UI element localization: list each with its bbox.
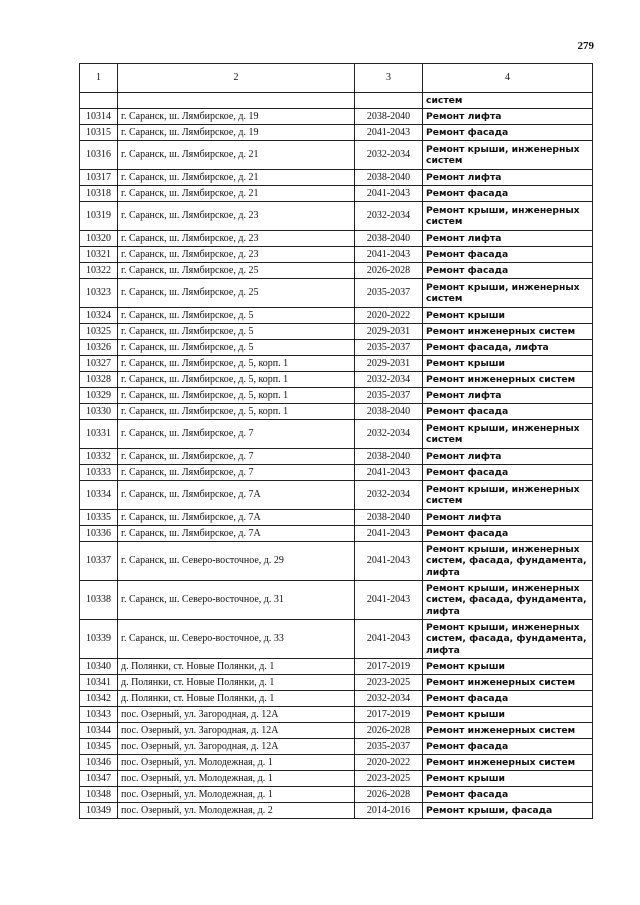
- table-row: [80, 324, 593, 340]
- address-cell: г. Саранск, ш. Лямбирское, д. 5, корп. 1: [118, 404, 355, 420]
- work-type-cell: Ремонт инженерных систем: [423, 372, 593, 388]
- work-type-cell: Ремонт крыши, инженерных систем: [423, 202, 593, 231]
- period-cell: 2017-2019: [355, 659, 423, 675]
- address-cell: г. Саранск, ш. Лямбирское, д. 5, корп. 1: [118, 356, 355, 372]
- period-cell: 2020-2022: [355, 308, 423, 324]
- address-cell: г. Саранск, ш. Лямбирское, д. 5: [118, 340, 355, 356]
- address-cell: пос. Озерный, ул. Молодежная, д. 1: [118, 771, 355, 787]
- period-cell: 2035-2037: [355, 279, 423, 308]
- work-type-cell: Ремонт лифта: [423, 388, 593, 404]
- row-number-cell: 10329: [80, 388, 118, 404]
- period-cell: 2026-2028: [355, 263, 423, 279]
- row-number-cell: 10320: [80, 231, 118, 247]
- address-cell: г. Саранск, ш. Лямбирское, д. 25: [118, 279, 355, 308]
- table-row: [80, 125, 593, 141]
- work-type-cell: Ремонт крыши, инженерных систем, фасада, фундамента, лифта: [423, 620, 593, 659]
- row-number-cell: 10337: [80, 542, 118, 581]
- address-cell: г. Саранск, ш. Лямбирское, д. 23: [118, 247, 355, 263]
- table-row: [80, 723, 593, 739]
- work-type-cell: Ремонт фасада: [423, 404, 593, 420]
- period-cell: 2023-2025: [355, 675, 423, 691]
- work-type-cell: Ремонт фасада: [423, 263, 593, 279]
- address-cell: пос. Озерный, ул. Загородная, д. 12А: [118, 739, 355, 755]
- row-number-cell: 10327: [80, 356, 118, 372]
- period-cell: 2038-2040: [355, 109, 423, 125]
- table-row: [80, 247, 593, 263]
- table-row: [80, 803, 593, 819]
- row-number-cell: 10330: [80, 404, 118, 420]
- row-number-cell: 10326: [80, 340, 118, 356]
- table-row: [80, 109, 593, 125]
- period-cell: 2029-2031: [355, 356, 423, 372]
- work-type-cell: Ремонт крыши: [423, 308, 593, 324]
- table-row: [80, 755, 593, 771]
- row-number-cell: 10348: [80, 787, 118, 803]
- work-type-cell: Ремонт фасада: [423, 186, 593, 202]
- table-row: [80, 465, 593, 481]
- period-cell: 2035-2037: [355, 340, 423, 356]
- table-row: [80, 231, 593, 247]
- row-number-cell: 10328: [80, 372, 118, 388]
- period-cell: 2041-2043: [355, 125, 423, 141]
- period-cell: 2023-2025: [355, 771, 423, 787]
- period-cell: 2014-2016: [355, 803, 423, 819]
- period-cell: 2032-2034: [355, 481, 423, 510]
- table-row: [80, 771, 593, 787]
- address-cell: пос. Озерный, ул. Молодежная, д. 2: [118, 803, 355, 819]
- work-type-cell: Ремонт инженерных систем: [423, 755, 593, 771]
- period-cell: 2035-2037: [355, 388, 423, 404]
- address-cell: г. Саранск, ш. Лямбирское, д. 23: [118, 231, 355, 247]
- row-number-cell: 10321: [80, 247, 118, 263]
- address-cell: пос. Озерный, ул. Молодежная, д. 1: [118, 755, 355, 771]
- row-number-cell: 10315: [80, 125, 118, 141]
- row-number-cell: 10346: [80, 755, 118, 771]
- work-type-cell: Ремонт фасада: [423, 465, 593, 481]
- address-cell: г. Саранск, ш. Лямбирское, д. 5, корп. 1: [118, 388, 355, 404]
- table-row: [80, 279, 593, 308]
- table-row: [80, 542, 593, 581]
- row-number-cell: 10319: [80, 202, 118, 231]
- row-number-cell: 10342: [80, 691, 118, 707]
- table-row: [80, 340, 593, 356]
- row-number-cell: 10325: [80, 324, 118, 340]
- work-type-cell: Ремонт крыши, инженерных систем: [423, 420, 593, 449]
- work-type-cell: Ремонт крыши: [423, 771, 593, 787]
- column-header-period: 3: [355, 64, 423, 93]
- period-cell: 2026-2028: [355, 723, 423, 739]
- row-number-cell: 10324: [80, 308, 118, 324]
- table-row: [80, 581, 593, 620]
- work-type-cell: Ремонт крыши, инженерных систем: [423, 141, 593, 170]
- row-number-cell: 10336: [80, 526, 118, 542]
- period-cell: 2032-2034: [355, 141, 423, 170]
- period-cell: 2038-2040: [355, 510, 423, 526]
- work-type-cell: Ремонт крыши, фасада: [423, 803, 593, 819]
- table-row: [80, 420, 593, 449]
- address-cell: пос. Озерный, ул. Загородная, д. 12А: [118, 723, 355, 739]
- table-row: [80, 202, 593, 231]
- table-row: [80, 388, 593, 404]
- work-type-cell: Ремонт инженерных систем: [423, 675, 593, 691]
- period-cell: 2020-2022: [355, 755, 423, 771]
- work-type-cell: Ремонт крыши: [423, 659, 593, 675]
- row-number-cell: 10317: [80, 170, 118, 186]
- address-cell: г. Саранск, ш. Лямбирское, д. 7А: [118, 481, 355, 510]
- address-cell: г. Саранск, ш. Лямбирское, д. 7: [118, 465, 355, 481]
- period-cell: 2032-2034: [355, 202, 423, 231]
- row-number-cell: 10347: [80, 771, 118, 787]
- address-cell: г. Саранск, ш. Северо-восточное, д. 33: [118, 620, 355, 659]
- row-number-cell: 10344: [80, 723, 118, 739]
- table-row: [80, 449, 593, 465]
- address-cell: д. Полянки, ст. Новые Полянки, д. 1: [118, 691, 355, 707]
- continuation-address-cell: [118, 93, 355, 109]
- row-number-cell: 10332: [80, 449, 118, 465]
- period-cell: 2041-2043: [355, 526, 423, 542]
- column-header-number: 1: [80, 64, 118, 93]
- table-row: [80, 263, 593, 279]
- table-row: [80, 659, 593, 675]
- period-cell: 2041-2043: [355, 465, 423, 481]
- period-cell: 2038-2040: [355, 170, 423, 186]
- work-type-cell: Ремонт крыши, инженерных систем, фасада, фундамента, лифта: [423, 542, 593, 581]
- period-cell: 2041-2043: [355, 581, 423, 620]
- work-type-cell: Ремонт фасада, лифта: [423, 340, 593, 356]
- table-row: [80, 308, 593, 324]
- address-cell: г. Саранск, ш. Лямбирское, д. 7А: [118, 510, 355, 526]
- work-type-cell: Ремонт крыши: [423, 707, 593, 723]
- address-cell: г. Саранск, ш. Лямбирское, д. 19: [118, 125, 355, 141]
- address-cell: г. Саранск, ш. Северо-восточное, д. 29: [118, 542, 355, 581]
- table-row: [80, 141, 593, 170]
- address-cell: г. Саранск, ш. Лямбирское, д. 5: [118, 324, 355, 340]
- period-cell: 2041-2043: [355, 186, 423, 202]
- period-cell: 2032-2034: [355, 691, 423, 707]
- page-number: 279: [577, 40, 594, 52]
- row-number-cell: 10339: [80, 620, 118, 659]
- row-number-cell: 10322: [80, 263, 118, 279]
- row-number-cell: 10345: [80, 739, 118, 755]
- table-row: [80, 526, 593, 542]
- period-cell: 2029-2031: [355, 324, 423, 340]
- work-type-cell: Ремонт крыши, инженерных систем: [423, 481, 593, 510]
- address-cell: г. Саранск, ш. Лямбирское, д. 21: [118, 186, 355, 202]
- row-number-cell: 10349: [80, 803, 118, 819]
- row-number-cell: 10341: [80, 675, 118, 691]
- period-cell: 2032-2034: [355, 372, 423, 388]
- work-type-cell: Ремонт фасада: [423, 787, 593, 803]
- table-row: [80, 707, 593, 723]
- address-cell: г. Саранск, ш. Лямбирское, д. 21: [118, 141, 355, 170]
- address-cell: г. Саранск, ш. Лямбирское, д. 5, корп. 1: [118, 372, 355, 388]
- period-cell: 2041-2043: [355, 542, 423, 581]
- table-row: [80, 481, 593, 510]
- table-row: [80, 510, 593, 526]
- row-number-cell: 10316: [80, 141, 118, 170]
- work-type-cell: Ремонт лифта: [423, 231, 593, 247]
- period-cell: 2041-2043: [355, 247, 423, 263]
- table-row: [80, 787, 593, 803]
- work-type-cell: Ремонт инженерных систем: [423, 324, 593, 340]
- work-type-cell: Ремонт крыши, инженерных систем, фасада, фундамента, лифта: [423, 581, 593, 620]
- row-number-cell: 10343: [80, 707, 118, 723]
- row-number-cell: 10314: [80, 109, 118, 125]
- work-type-cell: Ремонт лифта: [423, 109, 593, 125]
- address-cell: д. Полянки, ст. Новые Полянки, д. 1: [118, 659, 355, 675]
- work-type-cell: Ремонт фасада: [423, 247, 593, 263]
- column-header-work-type: 4: [423, 64, 593, 93]
- work-type-cell: Ремонт фасада: [423, 526, 593, 542]
- row-number-cell: 10318: [80, 186, 118, 202]
- work-type-cell: Ремонт крыши, инженерных систем: [423, 279, 593, 308]
- address-cell: д. Полянки, ст. Новые Полянки, д. 1: [118, 675, 355, 691]
- row-number-cell: 10334: [80, 481, 118, 510]
- table-header-row: [80, 64, 593, 93]
- row-number-cell: 10340: [80, 659, 118, 675]
- table-row: [80, 739, 593, 755]
- continuation-work-cell: систем: [423, 93, 593, 109]
- address-cell: г. Саранск, ш. Лямбирское, д. 21: [118, 170, 355, 186]
- period-cell: 2035-2037: [355, 739, 423, 755]
- row-number-cell: 10331: [80, 420, 118, 449]
- address-cell: г. Саранск, ш. Северо-восточное, д. 31: [118, 581, 355, 620]
- table-row: [80, 356, 593, 372]
- work-type-cell: Ремонт инженерных систем: [423, 723, 593, 739]
- table-row: [80, 372, 593, 388]
- table-row: [80, 170, 593, 186]
- table-row: [80, 186, 593, 202]
- table-row: [80, 404, 593, 420]
- row-number-cell: 10323: [80, 279, 118, 308]
- row-number-cell: 10335: [80, 510, 118, 526]
- period-cell: 2038-2040: [355, 404, 423, 420]
- work-type-cell: Ремонт фасада: [423, 125, 593, 141]
- address-cell: г. Саранск, ш. Лямбирское, д. 7А: [118, 526, 355, 542]
- work-type-cell: Ремонт лифта: [423, 449, 593, 465]
- address-cell: г. Саранск, ш. Лямбирское, д. 7: [118, 420, 355, 449]
- period-cell: 2026-2028: [355, 787, 423, 803]
- period-cell: 2038-2040: [355, 231, 423, 247]
- address-cell: г. Саранск, ш. Лямбирское, д. 5: [118, 308, 355, 324]
- table-row: [80, 620, 593, 659]
- row-number-cell: 10338: [80, 581, 118, 620]
- table-row: [80, 691, 593, 707]
- work-type-cell: Ремонт фасада: [423, 739, 593, 755]
- work-type-cell: Ремонт фасада: [423, 691, 593, 707]
- column-header-address: 2: [118, 64, 355, 93]
- continuation-period-cell: [355, 93, 423, 109]
- period-cell: 2038-2040: [355, 449, 423, 465]
- work-type-cell: Ремонт лифта: [423, 170, 593, 186]
- address-cell: г. Саранск, ш. Лямбирское, д. 25: [118, 263, 355, 279]
- address-cell: г. Саранск, ш. Лямбирское, д. 19: [118, 109, 355, 125]
- period-cell: 2041-2043: [355, 620, 423, 659]
- period-cell: 2032-2034: [355, 420, 423, 449]
- address-cell: пос. Озерный, ул. Молодежная, д. 1: [118, 787, 355, 803]
- period-cell: 2017-2019: [355, 707, 423, 723]
- repair-schedule-table: [79, 63, 593, 819]
- address-cell: г. Саранск, ш. Лямбирское, д. 23: [118, 202, 355, 231]
- continuation-row: [80, 93, 593, 109]
- row-number-cell: 10333: [80, 465, 118, 481]
- work-type-cell: Ремонт лифта: [423, 510, 593, 526]
- address-cell: пос. Озерный, ул. Загородная, д. 12А: [118, 707, 355, 723]
- work-type-cell: Ремонт крыши: [423, 356, 593, 372]
- address-cell: г. Саранск, ш. Лямбирское, д. 7: [118, 449, 355, 465]
- continuation-number-cell: [80, 93, 118, 109]
- table-row: [80, 675, 593, 691]
